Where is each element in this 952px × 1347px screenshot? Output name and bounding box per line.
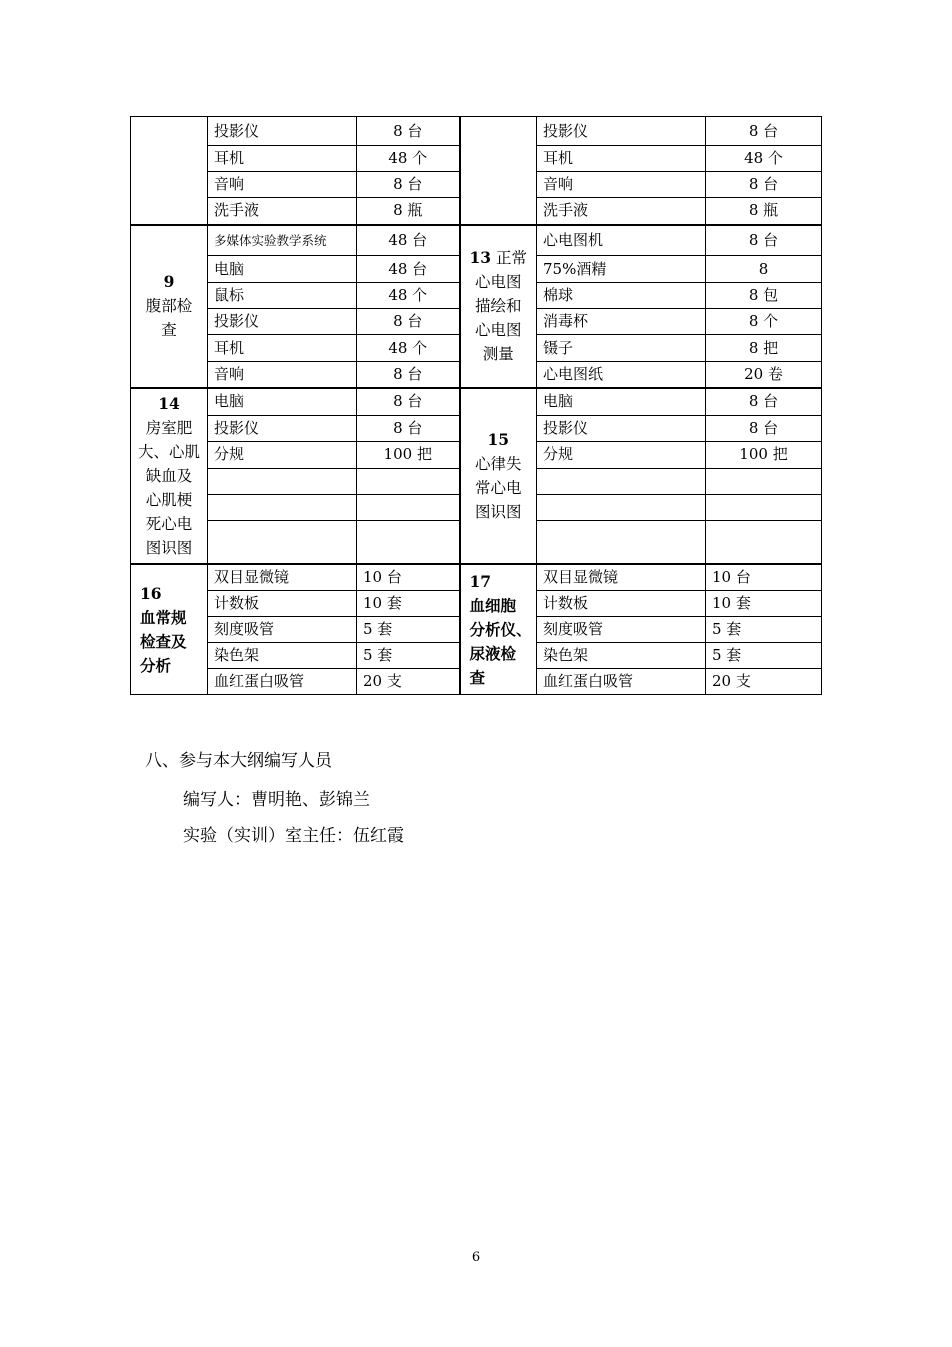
experiment-name-line: 血常规 xyxy=(140,607,187,627)
right-equipment-name: 消毒杯 xyxy=(537,309,706,335)
left-experiment-name xyxy=(131,388,208,564)
experiment-name-line: 心律失 xyxy=(474,455,522,473)
writer-line: 编写人：曹明艳、彭锦兰 xyxy=(183,790,370,810)
right-equipment-name: 分规 xyxy=(537,441,706,468)
right-equipment-quantity: 100 把 xyxy=(706,441,822,468)
left-experiment-name xyxy=(131,117,208,225)
left-equipment-quantity: 48 个 xyxy=(357,283,460,309)
right-equipment-quantity: 20 支 xyxy=(706,669,822,695)
left-equipment-name: 投影仪 xyxy=(208,309,357,335)
left-equipment-quantity: 8 瓶 xyxy=(357,198,460,225)
left-equipment-quantity: 10 套 xyxy=(357,591,460,617)
right-experiment-name xyxy=(460,564,537,695)
experiment-name-line: 分析 xyxy=(140,655,172,675)
left-equipment-name xyxy=(208,520,357,564)
experiment-name-line: 分析仪、 xyxy=(469,619,532,639)
right-equipment-quantity: 8 台 xyxy=(706,388,822,415)
left-equipment-quantity xyxy=(357,494,460,520)
left-equipment-name: 投影仪 xyxy=(208,415,357,441)
experiment-name-line: 查 xyxy=(161,321,177,340)
left-equipment-quantity: 48 台 xyxy=(357,225,460,256)
right-equipment-quantity: 8 台 xyxy=(706,415,822,441)
experiment-name-line: 检查及 xyxy=(140,631,187,651)
left-equipment-quantity: 5 套 xyxy=(357,617,460,643)
right-equipment-quantity: 8 xyxy=(706,256,822,283)
left-equipment-name: 洗手液 xyxy=(208,198,357,225)
table-row xyxy=(131,225,822,256)
left-equipment-name: 音响 xyxy=(208,362,357,389)
right-experiment-name xyxy=(460,388,537,564)
right-equipment-name: 双目显微镜 xyxy=(537,564,706,591)
left-equipment-quantity: 20 支 xyxy=(357,669,460,695)
right-equipment-name: 心电图纸 xyxy=(537,362,706,389)
left-equipment-name: 音响 xyxy=(208,172,357,198)
right-equipment-name: 棉球 xyxy=(537,283,706,309)
left-equipment-name: 耳机 xyxy=(208,335,357,362)
left-equipment-name xyxy=(208,494,357,520)
experiment-name-line: 描绘和 xyxy=(474,297,522,316)
right-equipment-name: 刻度吸管 xyxy=(537,617,706,643)
experiment-name-line: 图识图 xyxy=(145,539,193,557)
experiment-name-line: 17 xyxy=(469,571,492,591)
left-equipment-quantity: 10 台 xyxy=(357,564,460,591)
right-equipment-name: 电脑 xyxy=(537,388,706,415)
left-equipment-quantity: 8 台 xyxy=(357,362,460,389)
right-equipment-quantity: 8 台 xyxy=(706,117,822,146)
experiment-name-line: 缺血及 xyxy=(145,467,193,485)
experiment-name-line: 心肌梗 xyxy=(145,491,193,509)
right-equipment-name xyxy=(537,520,706,564)
director-line: 实验（实训）室主任：伍红霞 xyxy=(183,826,404,846)
experiment-name-line: 9 xyxy=(163,272,175,292)
experiment-name-line: 心电图 xyxy=(474,321,522,340)
left-equipment-name: 血红蛋白吸管 xyxy=(208,669,357,695)
experiment-name-line: 心电图 xyxy=(474,273,522,292)
experiment-name-line: 查 xyxy=(469,667,486,687)
right-equipment-name xyxy=(537,494,706,520)
experiment-name-line: 大、心肌 xyxy=(137,443,200,461)
left-equipment-quantity: 8 台 xyxy=(357,117,460,146)
left-equipment-name: 刻度吸管 xyxy=(208,617,357,643)
left-equipment-quantity: 48 个 xyxy=(357,335,460,362)
left-experiment-name xyxy=(131,225,208,389)
right-equipment-quantity xyxy=(706,468,822,494)
experiment-name-line: 常心电 xyxy=(474,479,522,497)
right-equipment-name: 洗手液 xyxy=(537,198,706,225)
right-equipment-name: 75%酒精 xyxy=(537,256,706,283)
right-equipment-quantity: 8 包 xyxy=(706,283,822,309)
right-equipment-name: 染色架 xyxy=(537,643,706,669)
experiment-name-line: 血细胞 xyxy=(469,595,517,615)
right-equipment-quantity: 8 瓶 xyxy=(706,198,822,225)
right-equipment-name xyxy=(537,468,706,494)
right-equipment-quantity: 5 套 xyxy=(706,643,822,669)
experiment-name-line: 腹部检 xyxy=(145,297,193,316)
experiment-name-line: 16 xyxy=(140,583,162,603)
experiment-name-line: 图识图 xyxy=(474,503,522,521)
left-equipment-name: 染色架 xyxy=(208,643,357,669)
left-equipment-name: 鼠标 xyxy=(208,283,357,309)
experiment-name-line: 13 正常 xyxy=(469,248,527,268)
right-equipment-name: 耳机 xyxy=(537,146,706,172)
left-equipment-quantity: 100 把 xyxy=(357,441,460,468)
right-equipment-quantity: 10 台 xyxy=(706,564,822,591)
right-equipment-name: 音响 xyxy=(537,172,706,198)
right-equipment-name: 投影仪 xyxy=(537,117,706,146)
right-equipment-name: 心电图机 xyxy=(537,225,706,256)
left-equipment-name: 计数板 xyxy=(208,591,357,617)
left-equipment-quantity: 5 套 xyxy=(357,643,460,669)
right-experiment-name xyxy=(460,117,537,225)
left-equipment-quantity: 48 台 xyxy=(357,256,460,283)
left-equipment-quantity: 8 台 xyxy=(357,309,460,335)
right-equipment-quantity: 48 个 xyxy=(706,146,822,172)
table-row xyxy=(131,564,822,591)
left-equipment-quantity: 8 台 xyxy=(357,172,460,198)
experiment-name-line: 14 xyxy=(158,394,180,413)
right-equipment-quantity: 8 个 xyxy=(706,309,822,335)
experiment-name-line: 测量 xyxy=(482,345,514,364)
table-row xyxy=(131,388,822,415)
left-equipment-name: 双目显微镜 xyxy=(208,564,357,591)
left-equipment-quantity xyxy=(357,520,460,564)
left-equipment-quantity: 8 台 xyxy=(357,415,460,441)
equipment-table xyxy=(130,116,822,695)
left-equipment-name: 电脑 xyxy=(208,256,357,283)
section-heading: 八、参与本大纲编写人员 xyxy=(145,751,332,771)
left-equipment-name: 投影仪 xyxy=(208,117,357,146)
right-equipment-quantity xyxy=(706,520,822,564)
left-experiment-name xyxy=(131,564,208,695)
left-equipment-name: 多媒体实验教学系统 xyxy=(208,225,357,256)
left-equipment-name xyxy=(208,468,357,494)
page-number: 6 xyxy=(471,1250,481,1265)
left-equipment-name: 电脑 xyxy=(208,388,357,415)
table-row xyxy=(131,117,822,146)
left-equipment-quantity xyxy=(357,468,460,494)
right-equipment-quantity: 10 套 xyxy=(706,591,822,617)
left-equipment-name: 耳机 xyxy=(208,146,357,172)
right-equipment-quantity xyxy=(706,494,822,520)
right-equipment-quantity: 5 套 xyxy=(706,617,822,643)
right-equipment-quantity: 20 卷 xyxy=(706,362,822,389)
right-experiment-name xyxy=(460,225,537,389)
left-equipment-quantity: 48 个 xyxy=(357,146,460,172)
left-equipment-name: 分规 xyxy=(208,441,357,468)
right-equipment-name: 计数板 xyxy=(537,591,706,617)
experiment-name-line: 15 xyxy=(487,430,510,449)
right-equipment-name: 血红蛋白吸管 xyxy=(537,669,706,695)
left-equipment-quantity: 8 台 xyxy=(357,388,460,415)
right-equipment-name: 镊子 xyxy=(537,335,706,362)
right-equipment-quantity: 8 把 xyxy=(706,335,822,362)
experiment-name-line: 房室肥 xyxy=(145,419,193,437)
right-equipment-quantity: 8 台 xyxy=(706,225,822,256)
right-equipment-quantity: 8 台 xyxy=(706,172,822,198)
right-equipment-name: 投影仪 xyxy=(537,415,706,441)
experiment-name-line: 死心电 xyxy=(145,515,193,533)
experiment-name-line: 尿液检 xyxy=(469,643,517,663)
